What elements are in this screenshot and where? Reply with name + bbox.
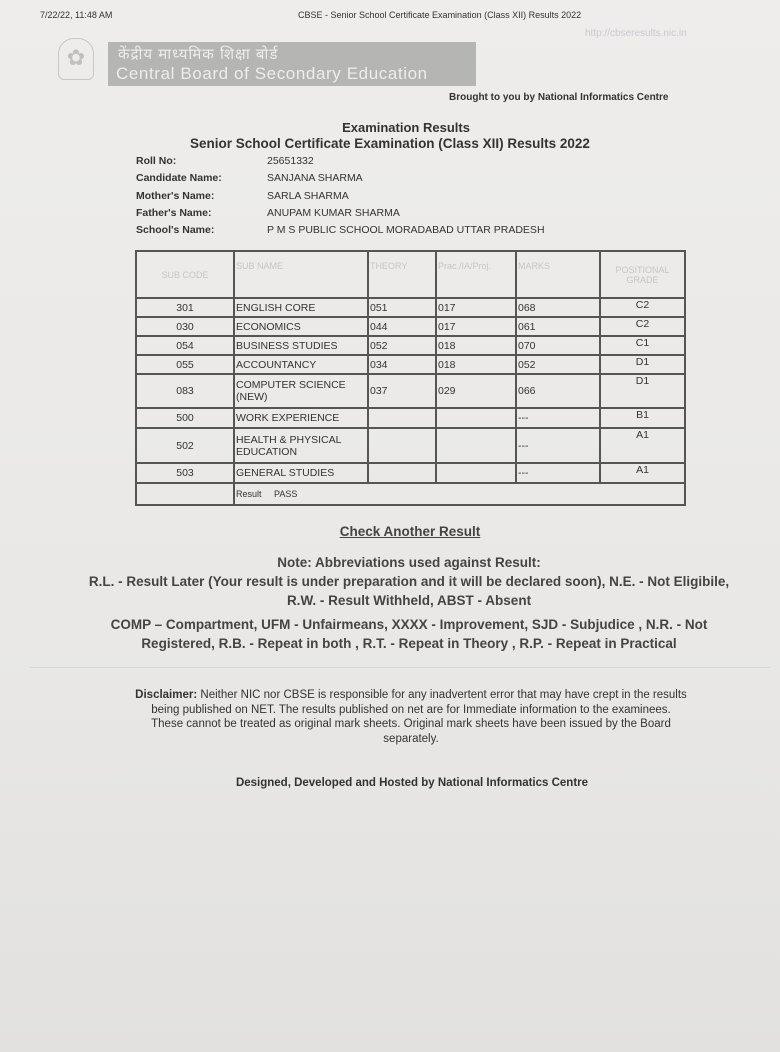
cell-sub-code: 502 [136,428,234,463]
divider [30,667,770,668]
note-line: R.L. - Result Later (Your result is under preparation and it will be declared soon), N.E. - Not Eligibile, [88,574,730,589]
cell-sub-name: WORK EXPERIENCE [234,408,368,428]
result-value: PASS [274,489,298,499]
info-value: SARLA SHARMA [267,189,349,202]
cell-marks: --- [516,408,600,428]
cell-theory [368,463,436,483]
cell-grade: C1 [600,336,685,355]
exam-subheading: Senior School Certificate Examination (Class XII) Results 2022 [190,136,590,151]
cell-sub-name: ENGLISH CORE [234,298,368,317]
result-row [136,483,685,505]
cell-theory: 052 [368,336,436,355]
cell-practical [436,463,516,483]
cbse-banner [108,42,476,86]
table-row [136,463,685,483]
table-row [136,374,685,408]
cell-sub-code: 500 [136,408,234,428]
result-label: Result [236,489,262,499]
print-url: http://cbseresults.nic.in [585,28,687,39]
col-header-theory: THEORY [368,251,436,298]
cell-practical [436,428,516,463]
cell-theory: 044 [368,317,436,336]
cell-sub-name: ECONOMICS [234,317,368,336]
info-value: 25651332 [267,155,314,167]
info-label: School's Name: [136,224,215,237]
abbreviations-note [0,553,780,653]
cell-grade: A1 [600,463,685,483]
cell-grade: C2 [600,317,685,336]
info-value: P M S PUBLIC SCHOOL MORADABAD UTTAR PRADESH [267,224,545,237]
table-row [136,355,685,374]
cell-theory: 034 [368,355,436,374]
cell-practical: 017 [436,298,516,317]
cell-sub-name: COMPUTER SCIENCE (NEW) [234,374,368,408]
cell-sub-code: 503 [136,463,234,483]
col-header-marks: MARKS [516,251,600,298]
cell-sub-name: HEALTH & PHYSICAL EDUCATION [234,428,368,463]
col-header-sub-code: SUB CODE [136,251,234,298]
cell-sub-name: ACCOUNTANCY [234,355,368,374]
cell-theory: 037 [368,374,436,408]
cell-practical: 018 [436,336,516,355]
candidate-info [136,155,545,241]
info-row-candidate-name [136,172,545,189]
info-value: ANUPAM KUMAR SHARMA [267,206,400,219]
cell-grade: D1 [600,374,685,408]
table-row [136,408,685,428]
cell-grade: B1 [600,408,685,428]
check-another-result-link[interactable]: Check Another Result [339,524,481,539]
cell-practical: 029 [436,374,516,408]
cell-sub-code: 054 [136,336,234,355]
marks-table [135,250,686,506]
col-header-positional-grade: POSITIONAL GRADE [600,251,685,298]
info-row-roll-no [136,155,545,172]
col-header-practical: Prac./IA/Proj. [436,251,516,298]
info-row-school-name [136,224,545,241]
disclaimer [135,688,687,746]
note-title: Note: Abbreviations used against Result: [277,555,541,570]
disclaimer-text: Neither NIC nor CBSE is responsible for any inadvertent error that may have crept in the results being published on NET. The results published on net are for Immediate information to the examinees. These cannot be treated as original mark sheets. Original mark sheets have been issued by the Board separately. [151,689,687,745]
cell-sub-code: 055 [136,355,234,374]
info-row-mother-name [136,190,545,207]
cell-marks: --- [516,463,600,483]
cell-sub-code: 083 [136,374,234,408]
print-timestamp: 7/22/22, 11:48 AM [40,10,113,20]
marks-header-row [136,251,685,298]
cbse-emblem-icon: ✿ [58,38,94,80]
cell-sub-code: 301 [136,298,234,317]
info-value: SANJANA SHARMA [267,172,363,185]
cell-marks: --- [516,428,600,463]
note-line: R.W. - Result Withheld, ABST - Absent [286,593,532,608]
cell-theory [368,408,436,428]
cell-marks: 066 [516,374,600,408]
info-label: Candidate Name: [136,172,222,185]
info-label: Mother's Name: [136,189,215,202]
cell-grade: C2 [600,298,685,317]
cell-marks: 068 [516,298,600,317]
table-row [136,428,685,463]
cell-marks: 061 [516,317,600,336]
cell-sub-name: GENERAL STUDIES [234,463,368,483]
table-row [136,298,685,317]
note-line: Registered, R.B. - Repeat in both , R.T. - Repeat in Theory , R.P. - Repeat in Practical [141,636,677,651]
cell-theory: 051 [368,298,436,317]
result-cell [234,483,685,505]
note-line: COMP – Compartment, UFM - Unfairmeans, XXXX - Improvement, SJD - Subjudice , N.R. - Not [110,617,708,632]
table-row [136,317,685,336]
banner-hindi-title: केंद्रीय माध्यमिक शिक्षा बोर्ड [118,46,279,63]
table-row [136,336,685,355]
print-page-title: CBSE - Senior School Certificate Examination (Class XII) Results 2022 [298,10,582,20]
info-label: Father's Name: [136,206,212,219]
cell-theory [368,428,436,463]
info-row-father-name [136,207,545,224]
info-label: Roll No: [136,155,177,167]
banner-english-title: Central Board of Secondary Education [116,64,428,83]
col-header-sub-name: SUB NAME [234,251,368,298]
cell-grade: A1 [600,428,685,463]
footer-credit: Designed, Developed and Hosted by National Informatics Centre [235,777,589,789]
brought-by-text: Brought to you by National Informatics Centre [449,92,669,103]
cell-sub-name: BUSINESS STUDIES [234,336,368,355]
cell-grade: D1 [600,355,685,374]
page-heading: Examination Results [342,120,470,135]
cell-practical: 018 [436,355,516,374]
disclaimer-label: Disclaimer: [135,689,198,701]
cell-practical [436,408,516,428]
cell-practical: 017 [436,317,516,336]
cell-marks: 070 [516,336,600,355]
cell-sub-code: 030 [136,317,234,336]
cell-marks: 052 [516,355,600,374]
